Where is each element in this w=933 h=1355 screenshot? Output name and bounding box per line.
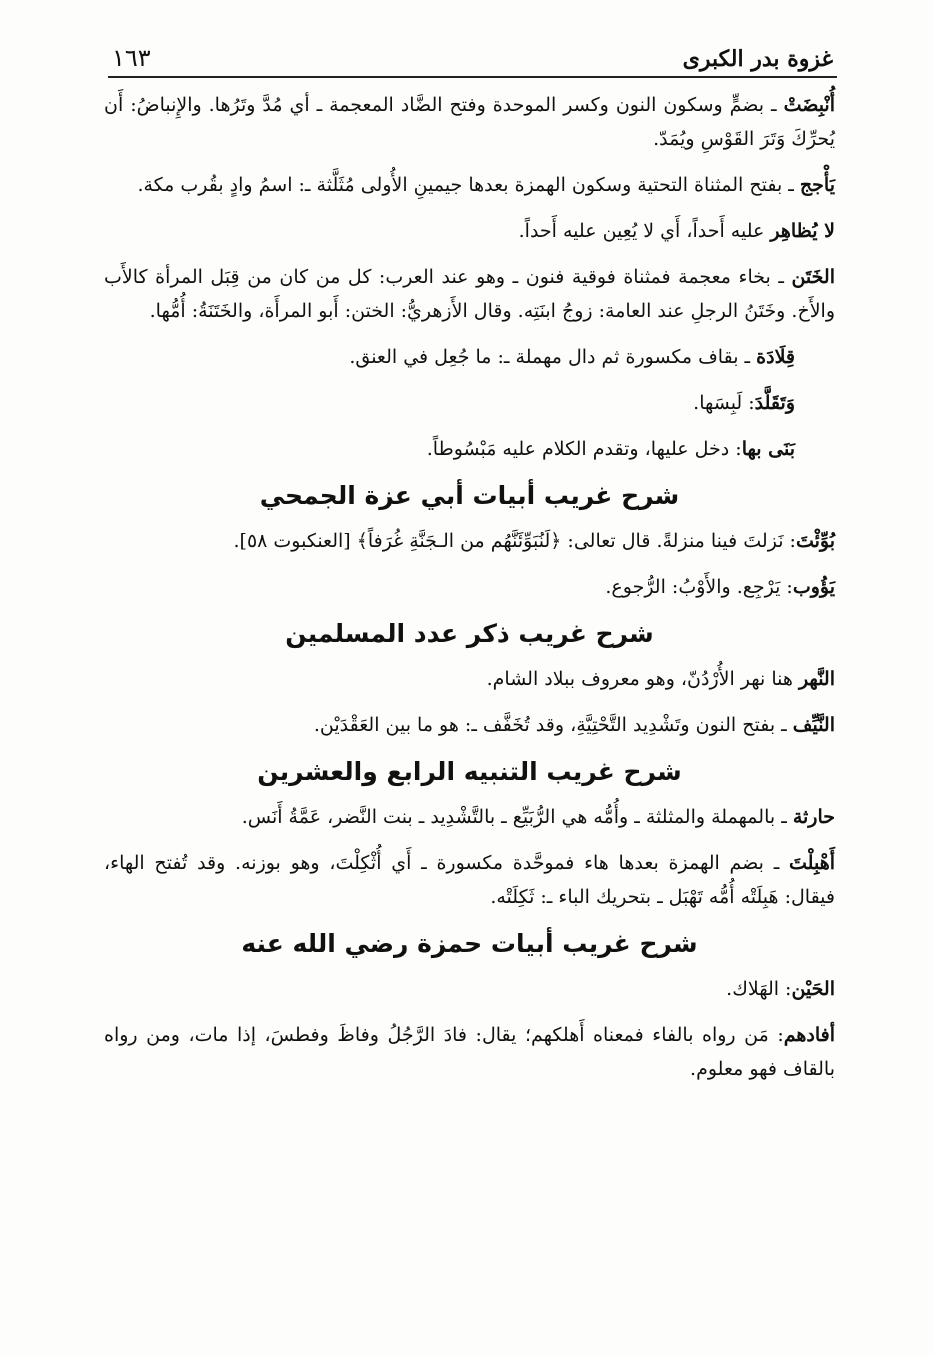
section-heading: شرح غريب التنبيه الرابع والعشرين <box>257 757 682 786</box>
glossary-definition: ـ بضم الهمزة بعدها هاء فموحَّدة مكسورة ـ أَي أُثْكِلْتَ، وهو بوزنه. وقد تُفتح الهاء، فيقال: هَبِلَتْه أُمُّه تَهْبَل ـ بتحريك الباء ـ: ثَكِلَتْه. <box>104 852 835 908</box>
glossary-term: قِلَادَة <box>756 346 795 368</box>
glossary-entry <box>104 168 835 202</box>
glossary-definition: : مَن رواه بالفاء فمعناه أَهلكهم؛ يقال: فادَ الرَّجُلُ وفاظَ وفطسَ، إذا مات، ومن رواه بالقاف فهو معلوم. <box>104 1024 835 1080</box>
glossary-term: وَتَقَلَّدَ <box>754 392 795 414</box>
glossary-term: النَّهر <box>798 668 835 690</box>
glossary-definition: : يَرْجِع. والأَوْبُ: الرُّجوع. <box>605 576 793 598</box>
header-rule <box>108 76 837 78</box>
glossary-term: يَؤُوب <box>792 576 835 598</box>
glossary-entry <box>104 524 835 558</box>
glossary-term: أفادهم <box>783 1024 835 1046</box>
section-heading: شرح غريب أبيات حمزة رضي الله عنه <box>241 929 698 958</box>
glossary-definition: ـ بفتح المثناة التحتية وسكون الهمزة بعدها جيمينِ الأُولى مُثَلَّثة ـ: اسمُ وادٍ بقُرب مكة. <box>137 174 800 196</box>
glossary-term: الخَتَن <box>791 266 835 288</box>
running-title: غزوة بدر الكبرى <box>682 46 833 72</box>
glossary-entry <box>104 1018 835 1086</box>
glossary-entry <box>104 800 835 834</box>
glossary-entry <box>104 972 835 1006</box>
glossary-entry <box>104 708 835 742</box>
glossary-entry <box>104 570 835 604</box>
glossary-definition: : نَزلتَ فينا منزلةً. قال تعالى: ﴿لَنُبَوِّئَنَّهُم من الـجَنَّةِ غُرَفاً﴾ [العنكبوت ٥٨]. <box>233 530 796 552</box>
glossary-entry <box>104 386 835 420</box>
glossary-definition: : لَبِسَها. <box>693 392 755 414</box>
glossary-term: يَأْجج <box>799 174 835 196</box>
glossary-definition: ـ بفتح النون وتَشْدِيد التَّحْتِيَّةِ، وقد تُخَفَّف ـ: هو ما بين العَقْدَيْن. <box>313 714 793 736</box>
glossary-term: النَّيِّف <box>792 714 835 736</box>
glossary-definition: : الهَلاك. <box>726 978 792 1000</box>
glossary-definition: ـ بالمهملة والمثلثة ـ وأُمُّه هي الرُّبَيِّع ـ بالتَّشْدِيد ـ بنت النَّضر، عَمَّةُ أَنَس. <box>241 806 793 828</box>
glossary-entry <box>104 662 835 696</box>
glossary-entry <box>104 88 835 156</box>
glossary-term: الحَيْن <box>791 978 835 1000</box>
glossary-definition: ـ بخاء معجمة فمثناة فوقية فنون ـ وهو عند العرب: كل من كان من قِبَل المرأة كالأَب والأَخ. وخَتَنُ الرجلِ عند العامة: زوجُ ابنَتِه. وقال الأَزهريُّ: الختن: أَبو المرأَة، والخَتَنَةُ: أُمُّها. <box>104 266 835 322</box>
section-heading: شرح غريب ذكر عدد المسلمين <box>285 619 654 648</box>
glossary-term: حارثة <box>792 806 835 828</box>
glossary-term: لا يُظاهِر <box>770 220 835 242</box>
glossary-definition: هنا نهر الأُرْدُنّ، وهو معروف ببلاد الشام. <box>486 668 799 690</box>
running-head <box>112 28 833 72</box>
page-body <box>104 88 835 1098</box>
glossary-entry <box>104 260 835 328</box>
glossary-term: بُوِّئْتَ <box>795 530 835 552</box>
glossary-definition: : دخل عليها، وتقدم الكلام عليه مَبْسُوطاً. <box>426 438 742 460</box>
glossary-entry <box>104 846 835 914</box>
glossary-term: بَنَى بها <box>741 438 795 460</box>
glossary-definition: ـ بقاف مكسورة ثم دال مهملة ـ: ما جُعِل في العنق. <box>349 346 757 368</box>
glossary-definition: عليه أَحداً، أَي لا يُعِين عليه أَحداً. <box>518 220 771 242</box>
glossary-term: أُنْبِضَتْ <box>783 94 835 116</box>
glossary-entry <box>104 214 835 248</box>
glossary-entry <box>104 340 835 374</box>
glossary-definition: ـ بضمٍّ وسكون النون وكسر الموحدة وفتح الضَّاد المعجمة ـ أي مُدَّ وتَرُها. والإِنباضُ: أَن يُحرِّكَ وَتَرَ القَوْسِ ويُمَدّ. <box>104 94 835 150</box>
section-heading: شرح غريب أبيات أبي عزة الجمحي <box>259 481 680 510</box>
glossary-term: أَهْبِلْتَ <box>789 852 835 874</box>
page-number: ١٦٣ <box>112 44 151 72</box>
glossary-entry <box>104 432 835 466</box>
